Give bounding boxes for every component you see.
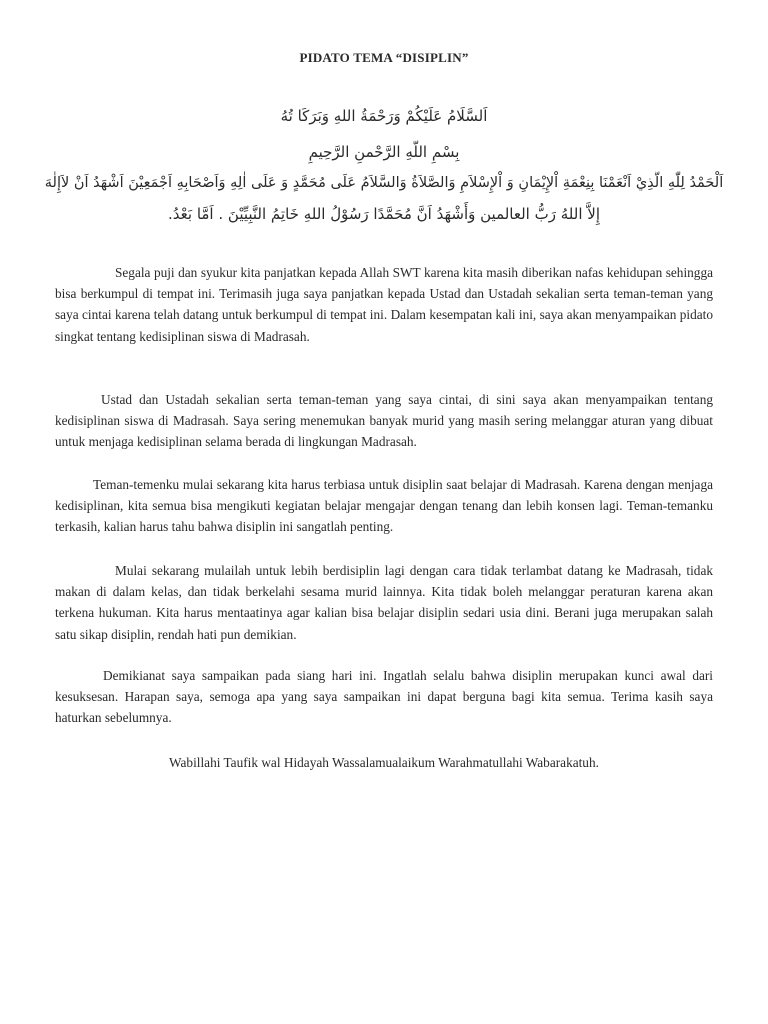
paragraph-1: Segala puji dan syukur kita panjatkan kepada Allah SWT karena kita masih diberikan nafas kehidupan sehingga bisa berkumpul di tempat ini. Terimasih juga saya panjatkan kepada Ustad dan Ustadah sekalian serta teman-teman yang saya cintai karena telah datang untuk berkumpul di tempat ini. Dalam kesempatan kali ini, saya akan menyampaikan pidato singkat tentang kedisiplinan siswa di Madrasah. <box>55 265 713 344</box>
arabic-opening-line-1: اَلْحَمْدُ لِلّٰهِ الَّذِيْ اَنْعَمْنَا بِنِعْمَةِ اْلإِيْمَانِ وَ اْلإِسْلاَمِ وَالصَّلاَةُ وَالسَّلاَمُ عَلَى مُحَمَّدٍ وَ عَلَى اٰلِهِ وَاَصْحَابِهِ اَجْمَعِيْنَ اَشْهَدُ اَنْ لاَإِلٰهَ <box>44 175 724 191</box>
arabic-greeting: اَلسَّلَامُ عَلَيْكُمْ وَرَحْمَةُ اللهِ وَبَرَكَا تُهُ <box>280 107 488 125</box>
arabic-basmala: بِسْمِ اللَّهِ الرَّحْمنِ الرَّحِيمِ <box>308 143 460 161</box>
closing-salutation: Wabillahi Taufik wal Hidayah Wassalamualaikum Warahmatullahi Wabarakatuh. <box>169 755 599 770</box>
document-title: PIDATO TEMA “DISIPLIN” <box>299 50 469 65</box>
arabic-opening-line-2: إِلاَّ اللهُ رَبُّ العالمين وَأَشْهَدُ اَنَّ مُحَمَّدًا رَسُوْلُ اللهِ خَاتِمُ النَّبِيِّيْنَ . اَمَّا بَعْدُ. <box>168 205 600 223</box>
paragraph-2: Ustad dan Ustadah sekalian serta teman-teman yang saya cintai, di sini saya akan menyampaikan tentang kedisiplinan siswa di Madrasah. Saya sering menemukan banyak murid yang masih sering melanggar aturan yang dibuat untuk menjaga kedisiplinan selama berada di lingkungan Madrasah. <box>55 392 713 450</box>
paragraph-3: Teman-temenku mulai sekarang kita harus terbiasa untuk disiplin saat belajar di Madrasah. Karena dengan menjaga kedisiplinan, kita semua bisa mengikuti kegiatan belajar mengajar dengan tenang dan lebih konsen lagi. Teman-temanku terkasih, kalian harus tahu bahwa disiplin ini sangatlah penting. <box>55 477 713 535</box>
paragraph-5: Demikianat saya sampaikan pada siang hari ini. Ingatlah selalu bahwa disiplin merupakan kunci awal dari kesuksesan. Harapan saya, semoga apa yang saya sampaikan ini dapat berguna bagi kita semua. Terima kasih saya haturkan sebelumnya. <box>55 668 713 726</box>
paragraph-4: Mulai sekarang mulailah untuk lebih berdisiplin lagi dengan cara tidak terlambat datang ke Madrasah, tidak makan di dalam kelas, dan tidak berkelahi sesama murid lainnya. Kita tidak boleh melanggar peraturan karena akan terkena hukuman. Kita harus mentaatinya agar kalian bisa belajar disiplin sedari usia dini. Berani juga merupakan salah satu sikap disiplin, rendah hati pun demikian. <box>55 563 713 642</box>
